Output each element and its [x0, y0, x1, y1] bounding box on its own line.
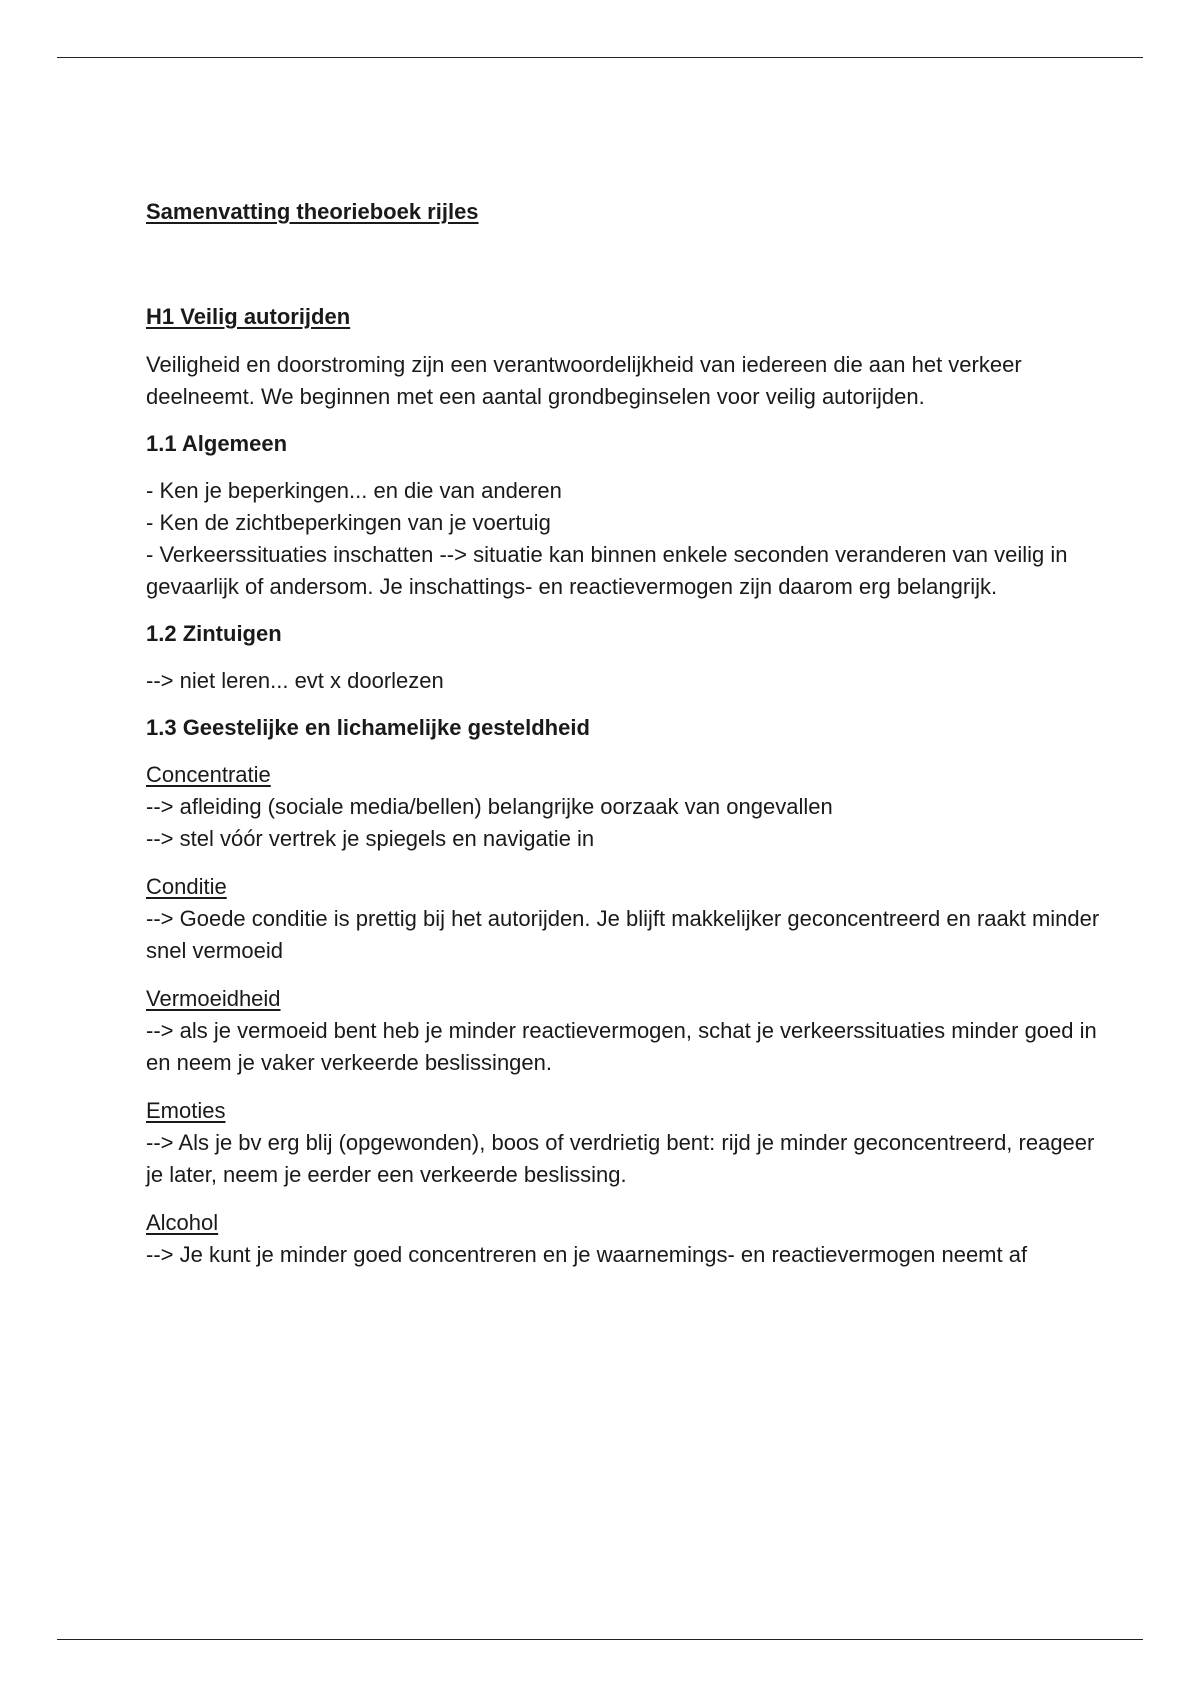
list-item: - Verkeerssituaties inschatten --> situatie kan binnen enkele seconden veranderen van veilig in gevaarlijk of andersom. Je inschattings- en reactievermogen zijn daarom erg belangrijk. — [146, 542, 1068, 599]
topic-alcohol — [146, 1207, 1106, 1271]
topic-line: --> Goede conditie is prettig bij het autorijden. Je blijft makkelijker geconcentreerd en raakt minder snel vermoeid — [146, 906, 1100, 963]
list-item: - Ken de zichtbeperkingen van je voertuig — [146, 510, 551, 535]
topic-line: --> Je kunt je minder goed concentreren en je waarnemings- en reactievermogen neemt af — [146, 1242, 1028, 1267]
chapter-heading: H1 Veilig autorijden — [146, 304, 351, 329]
section-heading-zintuigen: 1.2 Zintuigen — [146, 621, 282, 646]
topic-line: --> als je vermoeid bent heb je minder reactievermogen, schat je verkeerssituaties minder goed in en neem je vaker verkeerde beslissingen. — [146, 1018, 1097, 1075]
topic-label: Conditie — [146, 874, 227, 899]
topic-concentratie — [146, 759, 1106, 855]
topic-label: Alcohol — [146, 1210, 219, 1235]
chapter-intro: Veiligheid en doorstroming zijn een verantwoordelijkheid van iedereen die aan het verkeer deelneemt. We beginnen met een aantal grondbeginselen voor veilig autorijden. — [146, 352, 1022, 409]
header-rule — [57, 57, 1143, 58]
topic-line: --> afleiding (sociale media/bellen) belangrijke oorzaak van ongevallen — [146, 794, 833, 819]
topic-vermoeidheid — [146, 983, 1106, 1079]
topic-line: --> Als je bv erg blij (opgewonden), boos of verdrietig bent: rijd je minder geconcentreerd, reageer je later, neem je eerder een verkeerde beslissing. — [146, 1130, 1095, 1187]
topic-line: --> stel vóór vertrek je spiegels en navigatie in — [146, 826, 595, 851]
section-body-zintuigen — [146, 665, 1106, 697]
footer-rule — [57, 1639, 1143, 1640]
list-item: --> niet leren... evt x doorlezen — [146, 668, 444, 693]
topic-emoties — [146, 1095, 1106, 1191]
document-title: Samenvatting theorieboek rijles — [146, 199, 479, 224]
topic-label: Emoties — [146, 1098, 226, 1123]
document-body — [146, 196, 1106, 1287]
section-heading-algemeen: 1.1 Algemeen — [146, 431, 288, 456]
list-item: - Ken je beperkingen... en die van anderen — [146, 478, 562, 503]
topic-conditie — [146, 871, 1106, 967]
section-body-algemeen — [146, 475, 1106, 603]
topic-label: Concentratie — [146, 762, 271, 787]
topic-label: Vermoeidheid — [146, 986, 281, 1011]
section-heading-gesteldheid: 1.3 Geestelijke en lichamelijke gesteldheid — [146, 715, 590, 740]
